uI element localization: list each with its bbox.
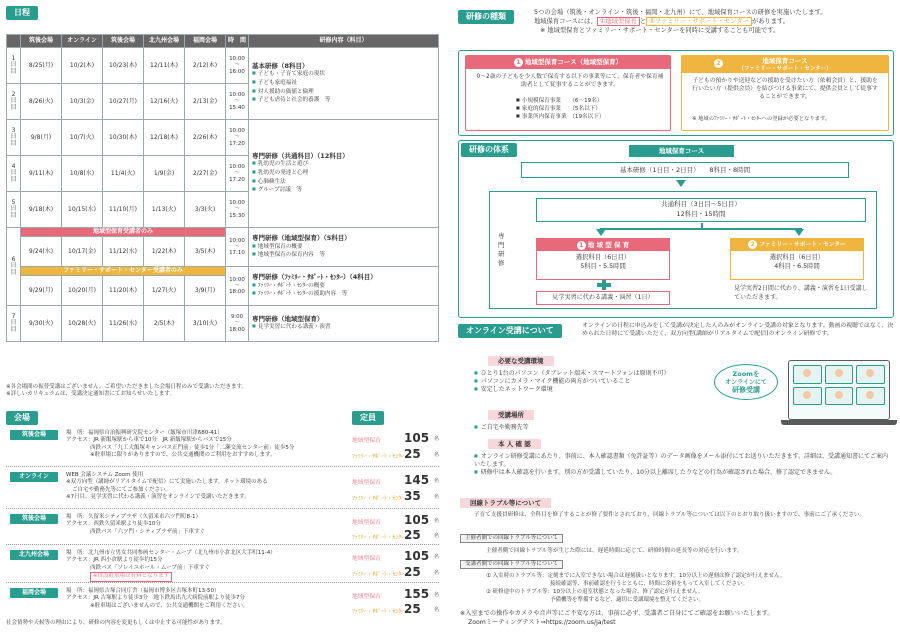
venue-text: 場 所：福岡県吉塚合同庁舎（福岡市博多区吉塚本町13-50） アクセス：JR 吉塚駅より徒歩3分 地下鉄馬出九大病院前駅より徒歩7分 ※駐車場はございませんので、公共交通機関をご利用ください。: [66, 588, 249, 609]
date-cell: 11/10(月): [103, 192, 144, 228]
time-cell: 10:00 〜 18:00: [226, 267, 249, 306]
col-header: 福岡会場: [185, 35, 226, 48]
date-cell: 8/26(火): [21, 84, 62, 120]
content-title: 専門研修（共通科目）（12科目）: [252, 152, 349, 161]
date-cell: 10/8(水): [62, 156, 103, 192]
types-intro: 5つの会場（筑後・オンライン・筑後・福岡・北九州）にて、地域保育コースの研修を実施いたします。 地域保育コースには、 ①地域型保育 と ②ファミリー・サポート・センター があります。 ※ 地域型保育とファミリー・サポート・センターを同時に受講することも可能です。: [534, 9, 827, 35]
t2-list: ① 入室時のトラブル等：定刻までに入室できない場合は遅刻扱いとなります。10分以上の遅刻は修了認定が行えません。 接続確認等、事前確認を行うとともに、時間に余裕をもって入室してください。 ② 研修途中のトラブル等：10分以上の退室状態となった場合、修了認定が行えません。 予備機等を準備するなど、適切に受講環境を整えてください。: [486, 573, 786, 603]
capacity-family: ﾌｧﾐﾘｰ・ｻﾎﾟｰﾄ・ｾﾝﾀｰ 25 名: [352, 528, 440, 542]
arrow-down: [596, 229, 606, 236]
venue-tag: 筑後会場: [10, 430, 58, 440]
content-list: ■ 見学実習に代わる講義・演習: [252, 323, 437, 332]
zoom-badge: Zoomを オンラインにて 研修受講: [714, 364, 778, 400]
col-header: 時 間: [226, 35, 249, 48]
col-header: 筑後会場: [103, 35, 144, 48]
date-cell: 10/7(火): [62, 120, 103, 156]
content-title: 専門研修（地域型保育）: [252, 315, 324, 324]
venue-tag: 福岡会場: [10, 588, 58, 598]
type1-list: ■ 小規模保育事業 （6〜19名） ■ 家庭的保育事業 （5名以下） ■ 事業所内保育事業 （19名以下）: [516, 97, 604, 121]
content-title: 基本研修（8科目）: [252, 62, 309, 71]
time-cell: 10:00 〜 17:10: [226, 228, 249, 267]
trouble-head: 回線トラブル等について: [460, 498, 551, 508]
common-box: 共通科目（3日目〜5日目） 12科目・15時間: [536, 198, 866, 222]
venue-text: 場 所：北九州市立男女共同参画センター・ムーブ（北九州市小倉北区大手町11-4） アクセス：JR 西小倉駅より徒歩約15分 西鉄バス「ソレイユホール・ムーブ前」下車すぐ ※併設駐車場は有料となります: [66, 550, 351, 582]
t1-head: 主催者側での回線トラブル等について: [460, 534, 563, 543]
env-list: ■ ひとり1台のパソコン（タブレット端末・スマートフォンは原則不可） ■ パソコンにカメラ・マイク機能の両方がついていること ■ 安定したネットワーク環境: [474, 370, 734, 394]
date-cell: 10/27(月): [103, 84, 144, 120]
number-badge: 2: [714, 59, 723, 68]
venue-row: [6, 469, 439, 509]
capacity-chiiki: 地域型保育 105 名: [352, 431, 440, 445]
time-cell: 10:00 〜 17:20: [226, 120, 249, 156]
time-cell: 10:00 〜 17:20: [226, 156, 249, 192]
col-header: 研修内容（科目）: [249, 35, 439, 48]
date-cell: 2/5(木): [144, 306, 185, 342]
number-badge: 1: [514, 58, 523, 67]
types-heading: 研修の種類: [458, 10, 514, 24]
time-cell: 10:00 〜 15:30: [226, 192, 249, 228]
right-column: [458, 6, 894, 630]
venue-text: 場 所：久留米シティプラザ（久留米市六ツ門町8-1） アクセス：西鉄久留米駅より徒歩10分 西鉄バス「六ツ門・シティプラザ前」下車すぐ: [66, 514, 206, 535]
kengaku-box: 見学実習に代わる講義・演習（1日）: [536, 291, 670, 305]
online-heading: オンライン受講について: [458, 324, 562, 338]
date-cell: 1/13(火): [144, 192, 185, 228]
date-cell: 9/30(火): [21, 306, 62, 342]
type1-box: [465, 55, 671, 131]
capacity-chiiki: 地域型保育 145 名: [352, 473, 440, 487]
pink-bar: 地域型保育受講者のみ: [21, 228, 226, 237]
date-cell: 9/24(水): [21, 237, 62, 267]
senmon-frame: [489, 191, 877, 309]
date-cell: 10/17(金): [62, 237, 103, 267]
date-cell: 11/4(火): [103, 156, 144, 192]
parking-note: ※併設駐車場は有料となります: [90, 572, 172, 581]
content-cell: [249, 120, 439, 228]
online-intro: オンラインの日程に申込みをして受講が決定した人のみがオンライン受講の対象となります。動画の視聴ではなく、決められた日時にて受講いただく、双方向型(講師がリアルタイムで配信)のオンライン研修です。: [582, 323, 894, 338]
date-cell: 10/2(木): [62, 48, 103, 84]
date-cell: 10/23(木): [103, 48, 144, 84]
basic-box: 基本研修（1日目・2日目） 8科目・8時間: [521, 162, 849, 178]
col-header: 筑後会場: [21, 35, 62, 48]
capacity-chiiki: 地域型保育 155 名: [352, 587, 440, 601]
video-grid: [793, 365, 885, 405]
col-header: オンライン: [62, 35, 103, 48]
venue-tag: 北九州会場: [10, 550, 58, 560]
table-row: [7, 306, 439, 342]
content-cell: [249, 48, 439, 120]
yellow-bar: ファミリー・サポート・センター受講者のみ: [21, 267, 226, 276]
content-list: ■ ﾌｧﾐﾘｰ・ｻﾎﾟｰﾄ・ｾﾝﾀｰの概要 ■ ﾌｧﾐﾘｰ・ｻﾎﾟｰﾄ・ｾﾝﾀｰの援助内容 等: [252, 282, 437, 299]
content-title: 専門研修（地域型保育）（5科目）: [252, 234, 351, 243]
branch2-box: 2 ファミリー・サポート・センター 選択科目（6日目） 4科目・6.5時間: [730, 238, 864, 280]
laptop-illustration: [788, 360, 890, 420]
date-cell: 10/20(月): [62, 276, 103, 306]
content-list: ■ 乳幼児の生活と遊び ■ 乳幼児の発達と心理 ■ 心肺蘇生法 ■ グループ討議 等: [252, 160, 437, 194]
system-heading: 研修の体系: [461, 143, 517, 157]
final-notes: ※入室までの操作やカメラや音声等にご不安な方は、事前に必ず、受講者ご自身にてご確認をお願いいたします。 Zoomミーティングテスト⇒https://zoom.us/ja/test: [460, 610, 774, 626]
date-cell: 10/30(木): [103, 120, 144, 156]
online-section: [458, 322, 894, 630]
type1-title: 地域型保育コース（地域型保育）: [524, 58, 623, 66]
date-cell: 12/11(木): [144, 48, 185, 84]
date-cell: 3/9(月): [185, 276, 226, 306]
branch2-title: ファミリー・サポート・センター: [759, 242, 846, 248]
table-row: [7, 48, 439, 84]
date-cell: 9/11(木): [21, 156, 62, 192]
type2-title: 地域保育コース: [762, 57, 808, 65]
branch1-title: 地 域 型 保 育: [587, 241, 630, 249]
venue-text: 場 所：福岡県自治振興研究院センター（飯塚市川津680-41） アクセス：JR 新飯塚駅から車で10分 JR 新飯塚駅からバスで15分 西鉄バス「九工大飯塚キャンパス正門前」徒歩1分「二瀬交流センター前」徒歩5分 ※駐車場に限りがありますので、公共交通機関のご利用をおすすめします。: [66, 430, 295, 459]
date-cell: 10/15(水): [62, 192, 103, 228]
plus-icon: [597, 280, 611, 290]
id-list: ■ オンライン研修受講にあたり、事前に、本人確認書類（免許証等）のデータ画像をメール添付にてお送りいただきます。詳細は、受講通知書にてご案内いたします。 ■ 研修中は本人確認を行います。別の方が受講していたり、10分以上離席したりなどの行為が確認された場合、修了認定できません。: [474, 453, 892, 477]
venue-row: [6, 547, 439, 583]
content-list: ■ 子ども・子育て家庭の現状 ■ 子ども家庭福祉 ■ 対人援助の価値と倫理 ■ 子ども虐待と社会的養護 等: [252, 70, 437, 104]
senmon-label: 専 門 研 修: [498, 232, 505, 268]
trouble-text: 子育て支援員研修は、全科目を修了することが修了要件とされており、回線トラブル等については以下のとおり取り扱いますので、事前にご了承ください。: [474, 512, 866, 518]
date-cell: 9/8(月): [21, 120, 62, 156]
date-cell: 3/5(木): [185, 237, 226, 267]
system-top: 地域保育コース: [629, 145, 734, 157]
day-label: 5 日 目: [7, 192, 21, 228]
day-label: 7 日 目: [7, 306, 21, 342]
capacity-family: ﾌｧﾐﾘｰ・ｻﾎﾟｰﾄ・ｾﾝﾀｰ 25 名: [352, 602, 440, 616]
zoom-test-link[interactable]: Zoomミーティングテスト⇒https://zoom.us/ja/test: [468, 618, 616, 626]
content-list: ■ 地域型保育の概要 ■ 地域型保育の保育内容 等: [252, 243, 437, 260]
date-cell: 10/28(火): [62, 306, 103, 342]
capacity-family: ﾌｧﾐﾘｰ・ｻﾎﾟｰﾄ・ｾﾝﾀｰ 25 名: [352, 565, 440, 579]
place-list: ■ ご自宅や勤務先等: [474, 424, 529, 432]
date-cell: 12/16(火): [144, 84, 185, 120]
date-cell: 2/12(木): [185, 48, 226, 84]
venue-row: [6, 427, 439, 467]
day-label: 4 日 目: [7, 156, 21, 192]
arrow-down: [794, 229, 804, 236]
date-cell: 3/10(火): [185, 306, 226, 342]
arrow-down: [676, 180, 686, 187]
capacity-chiiki: 地域型保育 105 名: [352, 513, 440, 527]
table-row: [7, 267, 439, 276]
time-cell: 9:00 〜 18:00: [226, 306, 249, 342]
date-cell: 9/18(木): [21, 192, 62, 228]
env-head: 必要な受講環境: [488, 356, 554, 366]
bottom-note: 社会情勢や天候等の理由により、研修の内容を変更もしくは中止する可能性があります。: [6, 620, 226, 626]
capacity-family: ﾌｧﾐﾘｰ・ｻﾎﾟｰﾄ・ｾﾝﾀｰ 25 名: [352, 447, 440, 461]
branch1-box: 1 地 域 型 保 育 選択科目（6日目） 5科目・5.5時間: [536, 238, 670, 280]
date-cell: 10/3(金): [62, 84, 103, 120]
left-column: [6, 6, 439, 630]
schedule-header-row: [7, 35, 439, 48]
day-label: 1 日 目: [7, 48, 21, 84]
content-title: 専門研修（ﾌｧﾐﾘｰ・ｻﾎﾟｰﾄ・ｾﾝﾀｰ）（4科目）: [252, 273, 377, 282]
venue-row: [6, 511, 439, 545]
content-cell: [249, 228, 439, 267]
type2-box: [681, 55, 889, 131]
schedule-table: [6, 34, 439, 342]
venue-heading: 会場: [6, 411, 38, 425]
date-cell: 11/26(水): [103, 306, 144, 342]
place-head: 受講場所: [488, 410, 534, 420]
schedule-notes: ※各会場間の振替受講はございません。ご希望いただきました会場日程のみで受講いただきます。 ※詳しいカリキュラムは、受講決定通知書にてお知らせいたします。: [6, 384, 248, 398]
kengaku-note: 見学実習2日間に代わり、講義・演習を1日受講していただきます。: [734, 285, 868, 301]
number-badge: 2: [748, 240, 757, 249]
schedule-heading: 日程: [6, 6, 38, 20]
content-cell: [249, 306, 439, 342]
capacity-chiiki: 地域型保育 105 名: [352, 549, 440, 563]
type2-subtitle: （ファミリー・サポート・センター）: [738, 66, 832, 72]
venue-tag: オンライン: [10, 472, 58, 482]
time-cell: 10:00 〜 15:40: [226, 84, 249, 120]
day-label: 3 日 目: [7, 120, 21, 156]
table-row: [7, 228, 439, 237]
time-cell: 10:00 〜 16:00: [226, 48, 249, 84]
date-cell: 11/20(木): [103, 276, 144, 306]
type2-note: ※ 地域のﾌｧﾐﾘｰ・ｻﾎﾟｰﾄ・ｾﾝﾀｰへの登録が必要となります。: [692, 116, 831, 122]
types-frame: [458, 50, 894, 136]
date-cell: 8/25(月): [21, 48, 62, 84]
date-cell: 1/22(木): [144, 237, 185, 267]
capacity-heading: 定員: [352, 411, 384, 425]
number-badge: 1: [577, 241, 586, 250]
date-cell: 9/29(月): [21, 276, 62, 306]
content-cell: [249, 267, 439, 306]
system-frame: [458, 140, 894, 318]
day-label: 6 日 目: [7, 228, 21, 306]
date-cell: 2/27(金): [185, 156, 226, 192]
date-cell: 2/13(金): [185, 84, 226, 120]
date-cell: 2/26(木): [185, 120, 226, 156]
venue-row: [6, 585, 439, 618]
t1-text: 主催者側で回線トラブル等が生じた際には、遅延時間に応じて、研修時間の延長等の対応を行います。: [486, 548, 743, 554]
type1-text: 0〜2歳の子どもを少人数で保育する以下の事業等にて、保育者や保育補助者として従事することができます。: [476, 74, 664, 89]
table-row: [7, 120, 439, 156]
col-header: 北九州会場: [144, 35, 185, 48]
id-head: 本 人 確 認: [488, 439, 541, 449]
venue-tag: 筑後会場: [10, 514, 58, 524]
type2-inline: ②ファミリー・サポート・センター: [646, 17, 752, 26]
venue-text: WEB 会議システム Zoom 使用 ※双方向型（講師がリアルタイムで配信）にて実施いたします。ネット環境のある ご自宅や勤務先等にてご参加ください。 ※7日目、見学実習に代わる講義・演習をオンラインで受講いただきます。: [66, 472, 268, 501]
type2-text: 子どもの預かりや送迎などの援助を受けたい方（依頼会員）と、援助を行いたい方（提供会員）を結びつける事業にて、提供会員として従事することができます。: [692, 78, 878, 101]
date-cell: 3/3(火): [185, 192, 226, 228]
t2-head: 受講者側での回線トラブル等について: [460, 560, 563, 569]
day-label: 2 日 目: [7, 84, 21, 120]
date-cell: 12/18(木): [144, 120, 185, 156]
type1-inline: ①地域型保育: [597, 17, 640, 26]
date-cell: 11/12(水): [103, 237, 144, 267]
capacity-family: ﾌｧﾐﾘｰ・ｻﾎﾟｰﾄ・ｾﾝﾀｰ 35 名: [352, 489, 440, 503]
date-cell: 1/9(金): [144, 156, 185, 192]
date-cell: 1/27(火): [144, 276, 185, 306]
